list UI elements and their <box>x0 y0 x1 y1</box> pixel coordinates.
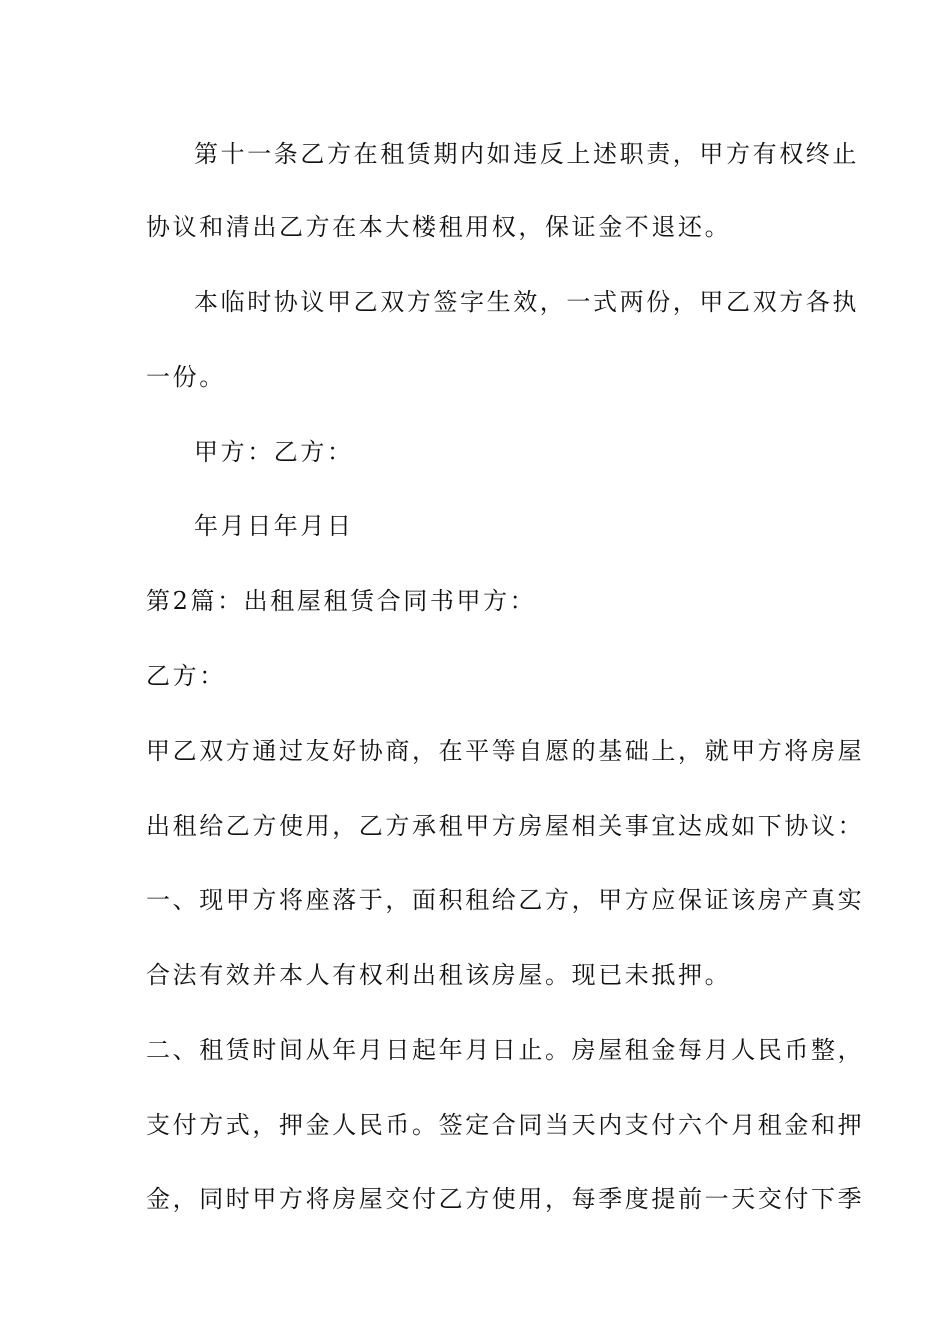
text-line: 协议和清出乙方在本大楼租用权，保证金不退还。 <box>146 213 732 241</box>
text-line: 出租给乙方使用，乙方承租甲方房屋相关事宜达成如下协议： <box>146 812 865 840</box>
text-line: 年月日年月日 <box>194 512 354 540</box>
text-line: 甲方：乙方： <box>194 438 354 466</box>
text-line: 合法有效并本人有权利出租该房屋。现已未抵押。 <box>146 961 732 989</box>
text-line: 二、租赁时间从年月日起年月日止。房屋租金每月人民币整， <box>146 1036 865 1064</box>
section-heading: 第2篇：出租屋租赁合同书甲方： <box>146 587 537 615</box>
text-line: 支付方式，押金人民币。签定合同当天内支付六个月租金和押 <box>146 1111 865 1139</box>
text-line: 金，同时甲方将房屋交付乙方使用，每季度提前一天交付下季 <box>146 1185 865 1213</box>
text-line: 甲乙双方通过友好协商，在平等自愿的基础上，就甲方将房屋 <box>146 737 865 765</box>
text-line: 第十一条乙方在租赁期内如违反上述职责，甲方有权终止 <box>194 140 859 168</box>
text-line: 本临时协议甲乙双方签字生效，一式两份，甲乙双方各执 <box>194 288 859 316</box>
text-line: 一、现甲方将座落于，面积租给乙方，甲方应保证该房产真实 <box>146 886 865 914</box>
text-line: 乙方： <box>146 662 226 690</box>
text-line: 一份。 <box>146 363 226 391</box>
